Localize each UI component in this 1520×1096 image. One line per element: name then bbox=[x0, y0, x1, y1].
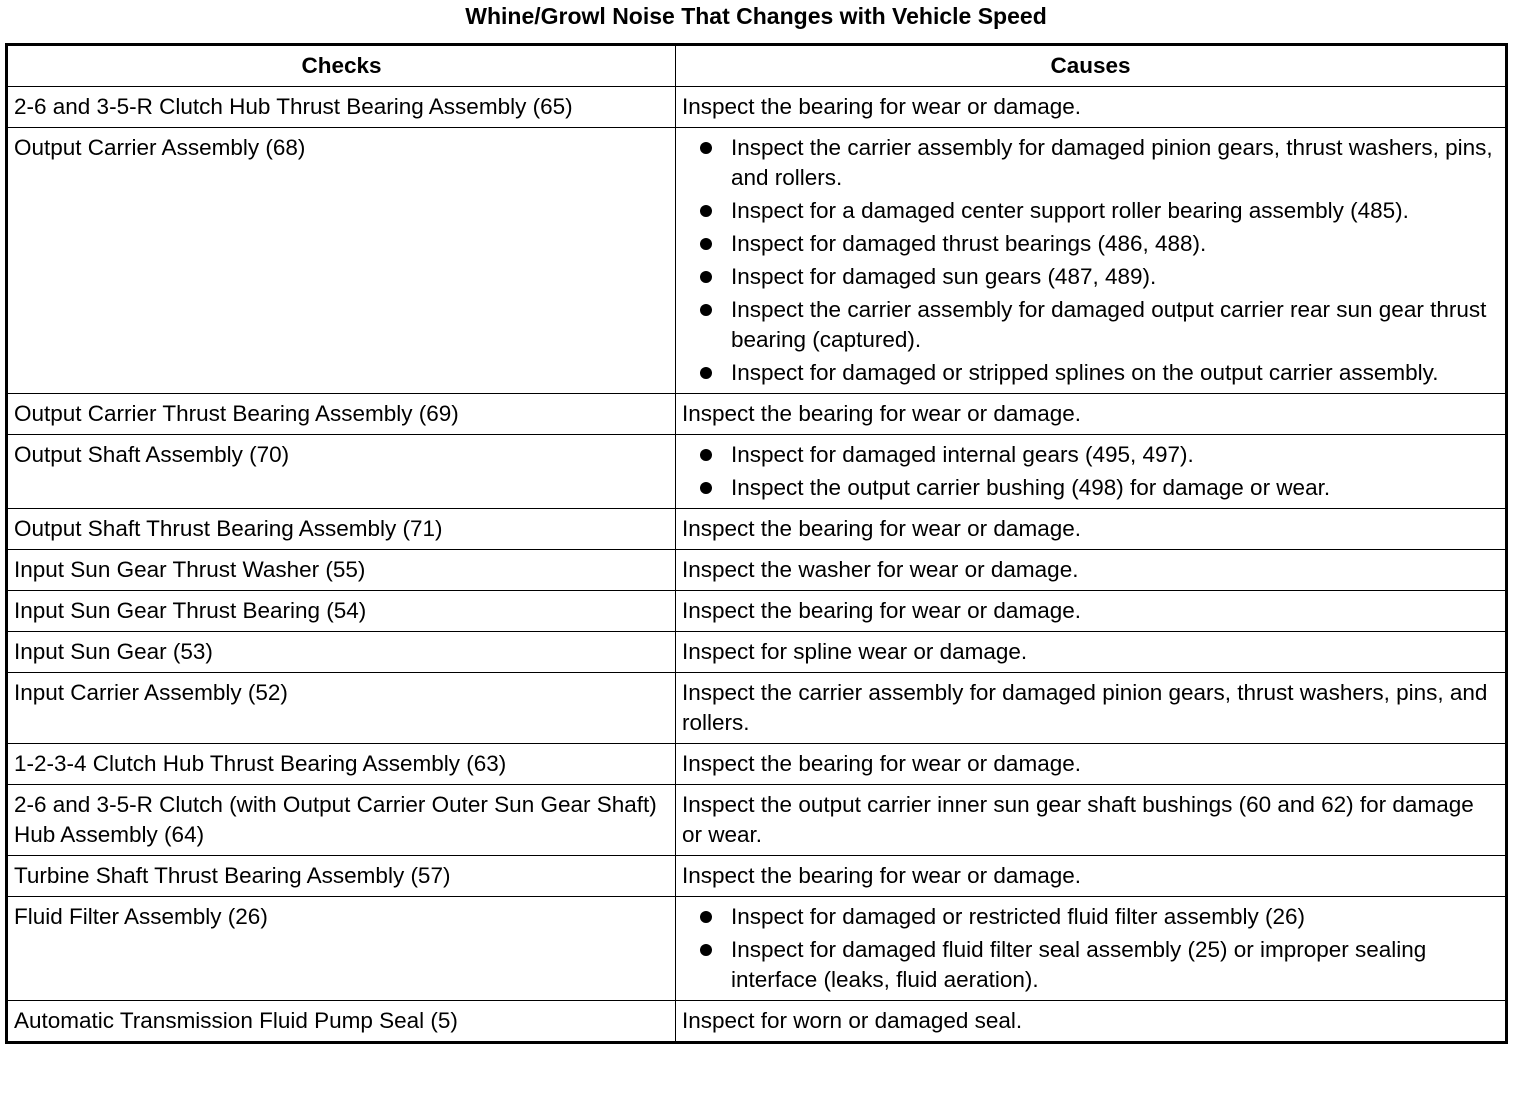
cause-bullet-item: Inspect for damaged internal gears (495, 497). bbox=[731, 440, 1499, 470]
cause-bullet-item: Inspect for damaged or restricted fluid filter assembly (26) bbox=[731, 902, 1499, 932]
cause-cell bbox=[676, 897, 1507, 1001]
cause-cell: Inspect the bearing for wear or damage. bbox=[676, 744, 1507, 785]
table-row bbox=[7, 128, 1507, 394]
table-row bbox=[7, 550, 1507, 591]
diagnosis-table bbox=[5, 43, 1508, 1044]
cause-bullet-item: Inspect for damaged fluid filter seal assembly (25) or improper sealing interface (leaks, fluid aeration). bbox=[731, 935, 1499, 995]
check-cell: Output Carrier Assembly (68) bbox=[7, 128, 676, 394]
table-row bbox=[7, 673, 1507, 744]
cause-cell: Inspect the output carrier inner sun gear shaft bushings (60 and 62) for damage or wear. bbox=[676, 785, 1507, 856]
cause-bullet-item: Inspect the carrier assembly for damaged pinion gears, thrust washers, pins, and rollers. bbox=[731, 133, 1499, 193]
table-row bbox=[7, 785, 1507, 856]
check-cell: Output Shaft Thrust Bearing Assembly (71) bbox=[7, 509, 676, 550]
causes-header: Causes bbox=[676, 45, 1507, 87]
table-row bbox=[7, 632, 1507, 673]
cause-bullet-item: Inspect the output carrier bushing (498) for damage or wear. bbox=[731, 473, 1499, 503]
table-row bbox=[7, 856, 1507, 897]
table-row bbox=[7, 897, 1507, 1001]
table-body bbox=[7, 87, 1507, 1043]
cause-cell: Inspect the washer for wear or damage. bbox=[676, 550, 1507, 591]
cause-cell: Inspect the carrier assembly for damaged pinion gears, thrust washers, pins, and rollers. bbox=[676, 673, 1507, 744]
cause-bullet-list bbox=[682, 133, 1499, 388]
check-cell: 1-2-3-4 Clutch Hub Thrust Bearing Assembly (63) bbox=[7, 744, 676, 785]
table-row bbox=[7, 509, 1507, 550]
check-cell: Input Sun Gear Thrust Bearing (54) bbox=[7, 591, 676, 632]
cause-cell: Inspect the bearing for wear or damage. bbox=[676, 87, 1507, 128]
cause-bullet-item: Inspect the carrier assembly for damaged output carrier rear sun gear thrust bearing (captured). bbox=[731, 295, 1499, 355]
check-cell: 2-6 and 3-5-R Clutch Hub Thrust Bearing Assembly (65) bbox=[7, 87, 676, 128]
table-row bbox=[7, 394, 1507, 435]
check-cell: Input Sun Gear Thrust Washer (55) bbox=[7, 550, 676, 591]
check-cell: Automatic Transmission Fluid Pump Seal (5) bbox=[7, 1001, 676, 1043]
check-cell: Input Carrier Assembly (52) bbox=[7, 673, 676, 744]
cause-cell: Inspect the bearing for wear or damage. bbox=[676, 591, 1507, 632]
cause-bullet-item: Inspect for damaged sun gears (487, 489). bbox=[731, 262, 1499, 292]
cause-cell: Inspect for spline wear or damage. bbox=[676, 632, 1507, 673]
header-row bbox=[7, 45, 1507, 87]
cause-cell: Inspect the bearing for wear or damage. bbox=[676, 856, 1507, 897]
cause-cell bbox=[676, 128, 1507, 394]
cause-bullet-list bbox=[682, 440, 1499, 503]
check-cell: Input Sun Gear (53) bbox=[7, 632, 676, 673]
cause-cell: Inspect for worn or damaged seal. bbox=[676, 1001, 1507, 1043]
cause-cell bbox=[676, 435, 1507, 509]
cause-bullet-item: Inspect for a damaged center support roller bearing assembly (485). bbox=[731, 196, 1499, 226]
checks-header: Checks bbox=[7, 45, 676, 87]
table-row bbox=[7, 1001, 1507, 1043]
check-cell: Fluid Filter Assembly (26) bbox=[7, 897, 676, 1001]
table-row bbox=[7, 591, 1507, 632]
table-title: Whine/Growl Noise That Changes with Vehicle Speed bbox=[465, 3, 1047, 29]
table-row bbox=[7, 744, 1507, 785]
check-cell: Turbine Shaft Thrust Bearing Assembly (57) bbox=[7, 856, 676, 897]
check-cell: Output Shaft Assembly (70) bbox=[7, 435, 676, 509]
table-row bbox=[7, 87, 1507, 128]
check-cell: Output Carrier Thrust Bearing Assembly (69) bbox=[7, 394, 676, 435]
cause-bullet-item: Inspect for damaged thrust bearings (486, 488). bbox=[731, 229, 1499, 259]
check-cell: 2-6 and 3-5-R Clutch (with Output Carrier Outer Sun Gear Shaft) Hub Assembly (64) bbox=[7, 785, 676, 856]
cause-cell: Inspect the bearing for wear or damage. bbox=[676, 509, 1507, 550]
cause-bullet-list bbox=[682, 902, 1499, 995]
cause-cell: Inspect the bearing for wear or damage. bbox=[676, 394, 1507, 435]
table-row bbox=[7, 435, 1507, 509]
cause-bullet-item: Inspect for damaged or stripped splines on the output carrier assembly. bbox=[731, 358, 1499, 388]
